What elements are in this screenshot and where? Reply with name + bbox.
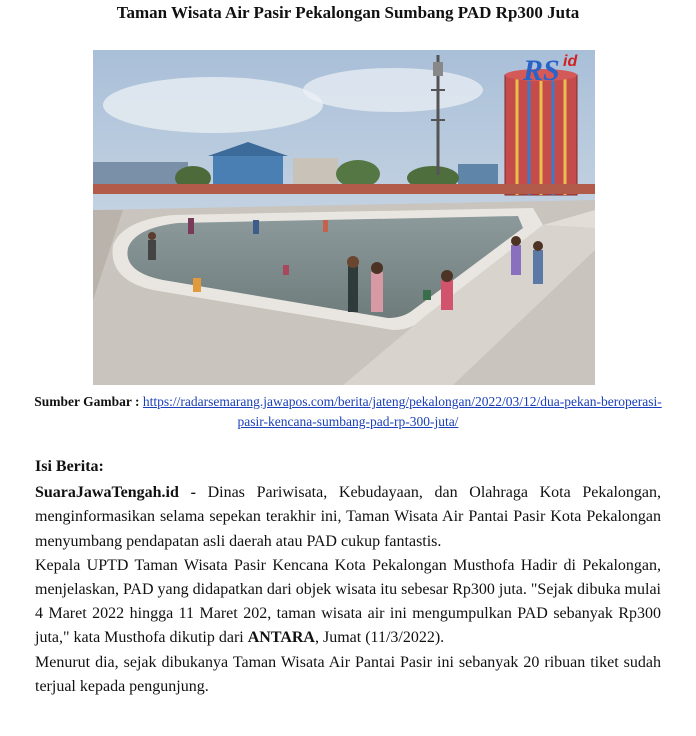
logo-suffix: id <box>563 53 578 70</box>
caption-label: Sumber Gambar : <box>34 394 140 409</box>
agency-name: ANTARA <box>247 629 315 647</box>
paragraph-2-end: , Jumat (11/3/2022). <box>314 629 445 647</box>
paragraph-1-text: Dinas Pariwisata, Kebudayaan, dan Olahraga Kota Pekalongan, menginformasikan selama sepekan terakhir ini, Taman Wisata Air Pantai Pasir Kota Pekalongan menyumbang pendapatan asli daerah atau PAD cukup fantastis. <box>35 484 662 550</box>
paragraph-3: Menurut dia, sejak dibukanya Taman Wisata Air Pantai Pasir ini sebanyak 20 ribuan tiket sudah terjual kepada pengunjung. <box>35 653 661 695</box>
news-photo <box>93 50 595 385</box>
paragraph-1 <box>35 481 661 554</box>
article-heading: Isi Berita: <box>35 458 104 475</box>
paragraph-2-text: Kepala UPTD Taman Wisata Pasir Kencana Kota Pekalongan Musthofa Hadir di Pekalongan, menjelaskan, PAD yang didapatkan dari objek wisata itu sebesar Rp300 juta. "Sejak dibuka mulai 4 Maret 2022 hingga 11 Maret 202, taman wisata air ini mengumpulkan PAD sebanyak Rp300 juta," kata Musthofa dikutip dari <box>35 556 661 647</box>
image-caption <box>30 392 666 432</box>
article-title: Taman Wisata Air Pasir Pekalongan Sumbang PAD Rp300 Juta <box>116 3 580 22</box>
paragraph-2 <box>35 554 661 651</box>
article-body <box>35 455 661 699</box>
source-link[interactable]: https://radarsemarang.jawapos.com/berita/jateng/pekalongan/2022/03/12/dua-pekan-beroperasi-pasir-kencana-sumbang-pad-rp-300-juta/ <box>142 394 662 429</box>
decorative-tower-graphic <box>505 69 577 195</box>
logo-text: RS <box>523 54 560 87</box>
news-source: SuaraJawaTengah.id - <box>35 484 196 502</box>
